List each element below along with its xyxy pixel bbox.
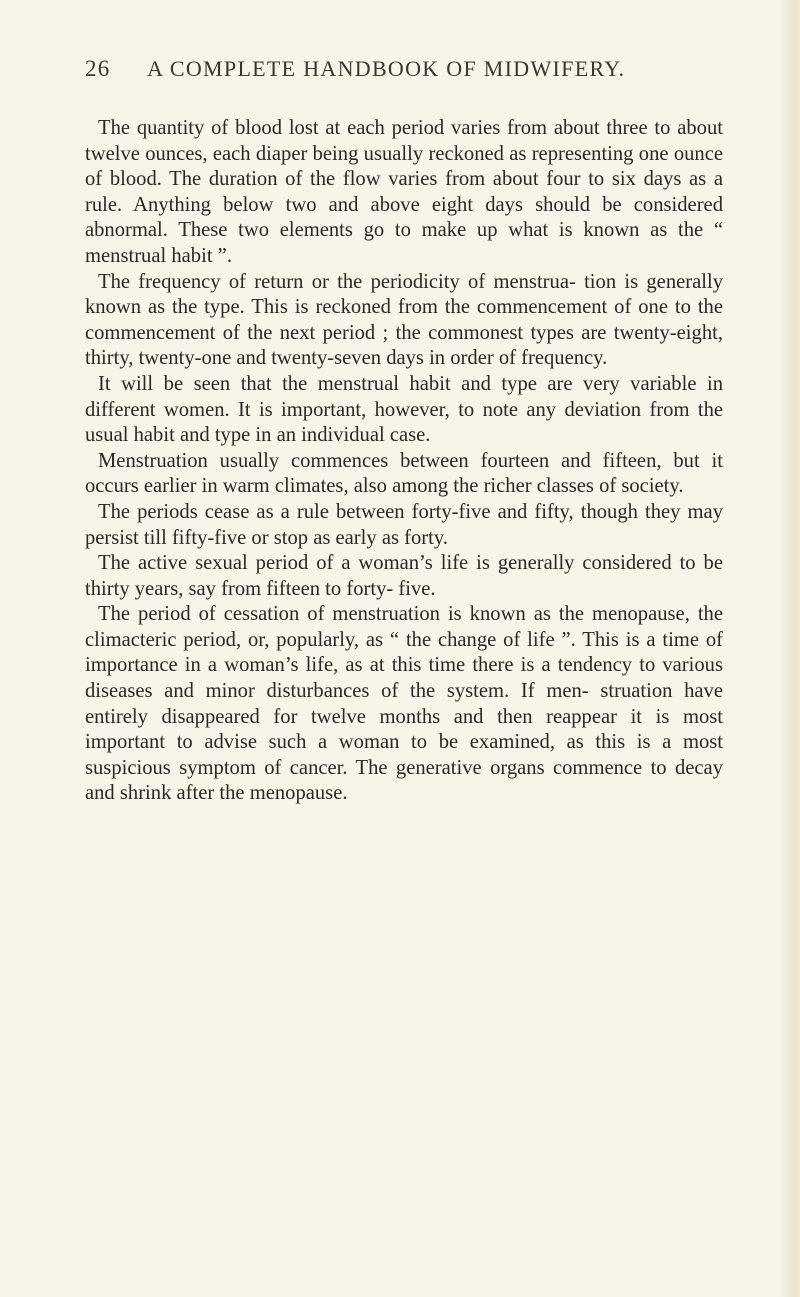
running-header bbox=[85, 56, 725, 86]
running-title: A COMPLETE HANDBOOK OF MIDWIFERY. bbox=[147, 56, 626, 81]
paragraph-cessation-age: The periods cease as a rule between forty-five and fifty, though they may persist till fifty-five or stop as early as forty. bbox=[85, 500, 723, 549]
body-text bbox=[85, 116, 723, 807]
paragraph-type: The frequency of return or the periodicity of menstrua- tion is generally known as the type. This is reckoned from the commencement of one to the commencement of the next period ; the commonest types are twenty-eight, thirty, twenty-one and twenty-seven days in order of frequency. bbox=[85, 270, 723, 370]
paragraph-onset: Menstruation usually commences between fourteen and fifteen, but it occurs earlier in warm climates, also among the richer classes of society. bbox=[85, 449, 723, 498]
page-number: 26 bbox=[85, 56, 111, 81]
paragraph-menopause: The period of cessation of menstruation is known as the menopause, the climacteric period, or, popularly, as “ the change of life ”. This is a time of importance in a woman’s life, as at this time there is a tendency to various diseases and minor disturbances of the system. If men- struation have entirely disappeared for twelve months and then reappear it is most important to advise such a woman to be examined, as this is a most suspicious symptom of cancer. The generative organs commence to decay and shrink after the menopause. bbox=[85, 603, 723, 805]
paragraph-variability: It will be seen that the menstrual habit and type are very variable in different women. It is important, however, to note any deviation from the usual habit and type in an individual case. bbox=[85, 372, 723, 447]
paragraph-blood-quantity: The quantity of blood lost at each period varies from about three to about twelve ounces, each diaper being usually reckoned as representing one ounce of blood. The duration of the flow varies from about four to six days as a rule. Anything below two and above eight days should be considered abnormal. These two elements go to make up what is known as the “ menstrual habit ”. bbox=[85, 117, 723, 267]
page-edge-shadow bbox=[778, 0, 800, 1297]
paragraph-sexual-period: The active sexual period of a woman’s life is generally considered to be thirty years, say from fifteen to forty- five. bbox=[85, 552, 723, 600]
